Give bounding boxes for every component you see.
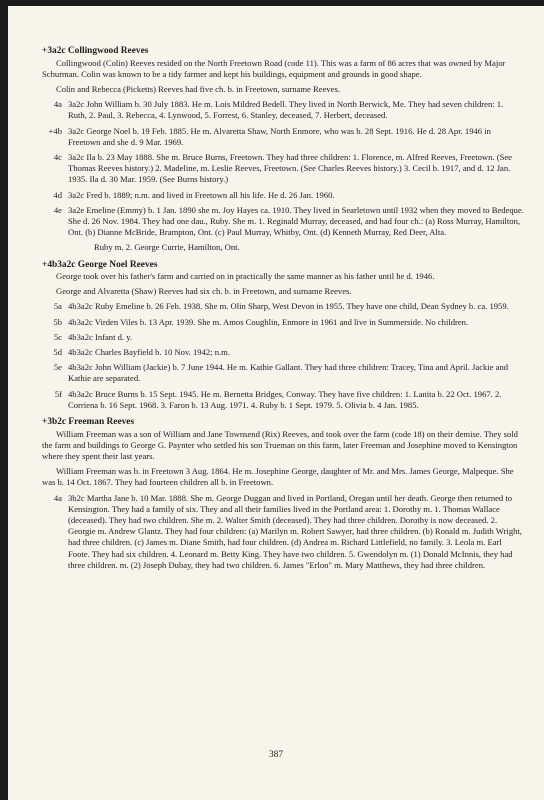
section-george-noel-reeves — [42, 260, 524, 412]
entry-text: 3a2c Fred b. 1889; n.m. and lived in Freetown all his life. He d. 26 Jan. 1960. — [68, 189, 335, 200]
entry-text: 4b3a2c Virden Viles b. 13 Apr. 1939. She m. Amos Coughlin, Enmore in 1961 and live in Summerside. No children. — [68, 316, 469, 327]
list-item — [42, 126, 524, 148]
list-item — [42, 332, 524, 343]
entry-text: 3a2e Emeline (Emmy) b. 1 Jan. 1890 she m. Joy Hayes ca. 1910. They lived in Searletown until 1932 when they moved to Bedeque. She d. 26 Nov. 1984. They had one dau., Ruby. She m. 1. Reginald Murray, deceased, and had four ch.: (a) Ross Murray, Hamilton, Ont. (b) Dianne McBride, Brampton, Ont. (c) Paul Murray, Whitby, Ont. (d) Kenneth Murray, Red Deer, Alta. — [68, 204, 524, 238]
entry-text: 3a2c John William b. 30 July 1883. He m. Lois Mildred Bedell. They lived in North Berwick, Me. They had seven children: 1. Ruth, 2. Paul, 3. Rebecca, 4. Lynwood, 5. Forrest, 6. Stanley, deceased, 7. Herbert, deceased. — [68, 99, 504, 121]
entry-code: 4a — [53, 492, 62, 503]
section-heading: +3a2c Collingwood Reeves — [42, 46, 149, 56]
entry-code: 5c — [53, 331, 62, 342]
list-item — [42, 493, 524, 571]
section-collingwood-reeves — [42, 46, 524, 254]
entry-code: 5f — [54, 388, 62, 399]
entry-text: 4b3a2c Ruby Emeline b. 26 Feb. 1938. She m. Olin Sharp, West Devon in 1955. They have one child, Dean Sydney b. ca. 1959. — [68, 301, 509, 312]
entry-code: 4c — [53, 151, 62, 162]
entry-code: 4e — [53, 204, 62, 215]
list-item — [42, 190, 524, 201]
list-item — [42, 301, 524, 312]
entry-code: 5e — [53, 362, 62, 373]
paragraph: Collingwood (Colin) Reeves resided on the North Freetown Road (code 11). This was a farm of 86 acres that was owned by Major Schurman. Colin was known to be a tidy farmer and kept his buildings, equipment and grounds in good shape. — [42, 57, 506, 79]
entry-code: 5a — [53, 301, 62, 312]
entry-text: 3a2c Ila b. 23 May 1888. She m. Bruce Burns, Freetown. They had three children: 1. Florence, m. Alfred Reeves, Freetown. (See Thomas Reeves history.) 2. Madeline, m. Leslie Reeves, Freetown. (See Charles Reeves history.) 3. Cecil b. 1917, and d. 12 Jan. 1935. Ila d. 30 Mar. 1959. (See Burns history.) — [68, 151, 512, 185]
list-item — [42, 99, 524, 121]
paragraph: William Freeman was b. in Freetown 3 Aug. 1864. He m. Josephine George, daughter of Mr. and Mrs. James George, Malpeque. She was b. 14 Oct. 1867. They had fourteen children all b. in Freetown. — [42, 466, 514, 488]
entry-text: 4b3a2c Infant d. y. — [68, 331, 133, 342]
page-number: 387 — [268, 750, 284, 760]
entry-code: 5b — [53, 316, 62, 327]
entry-code: +4b — [48, 125, 62, 136]
list-item — [42, 347, 524, 358]
paragraph: Colin and Rebecca (Picketts) Reeves had five ch. b. in Freetown, surname Reeves. — [56, 83, 340, 94]
entry-text: 4b3a2c John William (Jackie) b. 7 June 1944. He m. Kathie Gallant. They had three children: Tracey, Tina and April. Jackie and Kathie are separated. — [68, 362, 509, 384]
entry-text: 3a2c George Noel b. 19 Feb. 1885. He m. Alvaretta Shaw, North Enmore, who was b. 28 Sept. 1916. He d. 28 Apr. 1946 in Freetown and she d. 9 Mar. 1969. — [68, 125, 491, 147]
paragraph: William Freeman was a son of William and Jane Townsend (Rix) Reeves, and took over the farm (code 18) on their demise. They sold the farm and buildings to George G. Paynter who settled his son Trueman on this farm, later Freeman and Josephine moved to Kensington where they spent their last years. — [42, 428, 518, 461]
list-item — [42, 362, 524, 384]
list-item — [42, 389, 524, 411]
paragraph: George took over his father's farm and carried on in practically the same manner as his father until he d. 1946. — [56, 271, 435, 282]
section-heading: +4b3a2c George Noel Reeves — [42, 259, 158, 270]
list-item — [42, 205, 524, 239]
entry-code: 4d — [53, 189, 62, 200]
entry-code: 5d — [53, 347, 62, 358]
list-item — [42, 152, 524, 186]
entry-code: 4a — [53, 99, 62, 110]
section-freeman-reeves — [42, 417, 524, 571]
entry-text: 3b2c Martha Jane b. 10 Mar. 1888. She m. George Duggan and lived in Portland, Oregan until her death. George then returned to Kensington. They had a family of six. They and all their families lived in the Portland area: 1. Dorothy m. 1. Thomas Wallace (deceased). They had two children. She m. 2. Walter Smith (deceased). They had three children. Dorothy is now deceased. 2. Georgie m. Andrew Glantz. They had four children: (a) Marilyn m. Robert Sawyer, had three children. (b) Ronald m. Judith Wright, had three children. (c) James m. Diane Smith, had four children. (d) Andrea m. Richard Littlefield, no family. 3. Leola m. Earl Foote. They had six children. 4. Leonard m. Betty King. They have two children. 5. Gwendolyn m. (1) Donald McInnis, they had three children. m. (2) Joseph Dubay, they had two children. 6. James "Erlon" m. Mary Matthews, they had three children. — [68, 492, 522, 570]
document-page — [8, 6, 544, 800]
entry-text: 4b3a2c Bruce Burns b. 15 Sept. 1945. He m. Bernetta Bridges, Conway. They have five children: 1. Lanita b. 22 Oct. 1967. 2. Corriena b. 16 Sept. 1968. 3. Faron b. 13 Aug. 1971. 4. Ruby b. 1 Sept. 1979. 5. Olivia b. 4 Jan. 1985. — [68, 388, 502, 410]
paragraph: George and Alvaretta (Shaw) Reeves had six ch. b. in Freetown, and surname Reeves. — [56, 286, 352, 297]
section-heading: +3b2c Freeman Reeves — [42, 417, 135, 428]
list-item — [42, 317, 524, 328]
entry-text: 4b3a2c Charles Bayfield b. 10 Nov. 1942; n.m. — [68, 347, 230, 358]
entry-note: Ruby m. 2. George Currie, Hamilton, Ont. — [94, 242, 240, 253]
